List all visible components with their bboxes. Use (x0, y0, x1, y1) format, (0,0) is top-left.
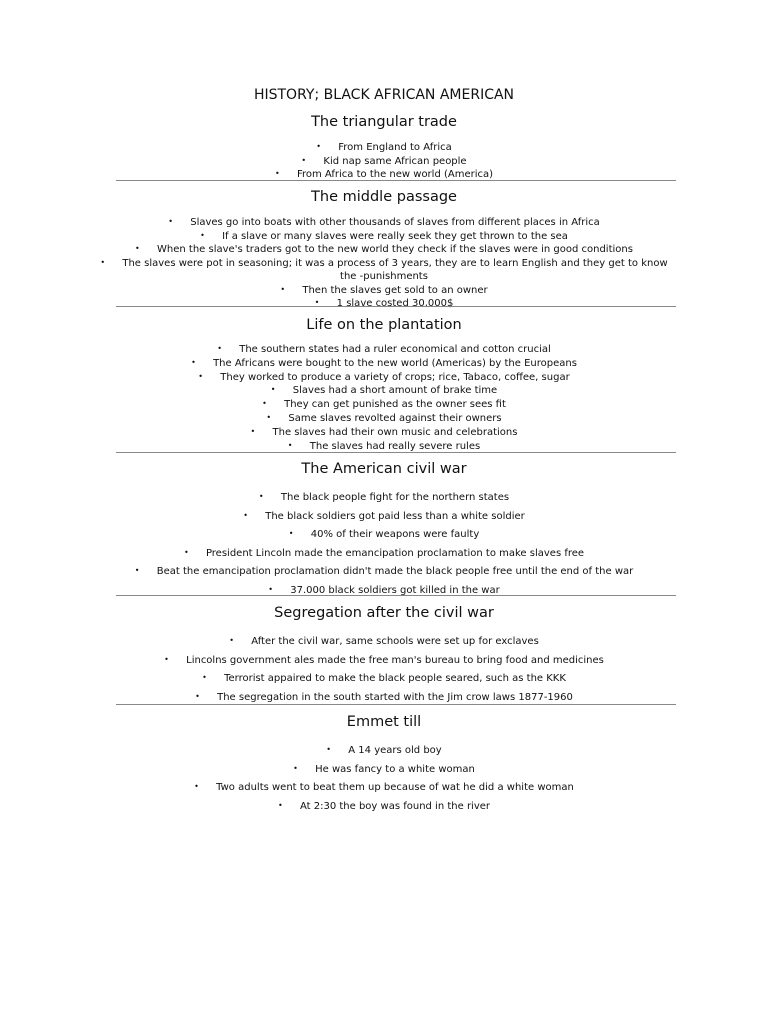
bullet-icon: • (280, 284, 286, 294)
list-item (0, 384, 768, 398)
list-item (0, 357, 768, 371)
bullet-icon: • (314, 298, 320, 308)
list-item-text: They can get punished as the owner sees fit (284, 399, 506, 411)
list-item (0, 525, 768, 544)
list-item-text: Slaves go into boats with other thousands of slaves from different places in Africa (190, 217, 600, 228)
list-item (0, 562, 768, 581)
list-item-text: Terrorist appaired to make the black people seared, such as the KKK (224, 673, 566, 685)
section-divider (116, 595, 676, 596)
bullet-icon: • (198, 371, 204, 381)
bullet-icon: • (301, 155, 307, 165)
bullet-list (0, 141, 768, 182)
list-item-text: He was fancy to a white woman (315, 763, 475, 775)
section-american-civil-war (0, 460, 768, 600)
list-item (0, 243, 768, 257)
list-item-text: From England to Africa (338, 142, 452, 153)
list-item (0, 544, 768, 563)
bullet-icon: • (202, 673, 207, 683)
bullet-icon: • (191, 357, 196, 367)
bullet-icon: • (250, 426, 256, 436)
bullet-icon: • (293, 763, 298, 773)
list-item (0, 760, 768, 779)
list-item-text: Beat the emancipation proclamation didn't made the black people free until the end of the war (156, 566, 634, 578)
section-heading: The American civil war (301, 461, 467, 477)
list-item-text: They worked to produce a variety of crops; rice, Tabaco, coffee, sugar (220, 371, 570, 383)
section-segregation (0, 604, 768, 706)
list-item (0, 797, 768, 816)
bullet-list (0, 632, 768, 706)
list-item (0, 216, 768, 230)
list-item-text: The slaves had their own music and celebrations (272, 426, 518, 438)
list-item (0, 426, 768, 440)
list-item-text: A 14 years old boy (348, 745, 442, 756)
list-item-text: The slaves were pot in seasoning; it was a process of 3 years, they are to learn English and they get to know the -punishments (122, 258, 668, 282)
bullet-list (0, 488, 768, 600)
list-item-text: The segregation in the south started with the Jim crow laws 1877-1960 (217, 691, 573, 703)
list-item-text: 40% of their weapons were faulty (310, 529, 480, 541)
bullet-list (0, 216, 768, 311)
section-heading: Emmet till (346, 714, 422, 730)
list-item-text: The Africans were bought to the new world (Americas) by the Europeans (213, 357, 577, 369)
list-item (0, 412, 768, 426)
section-heading: Life on the plantation (306, 317, 462, 333)
bullet-icon: • (326, 745, 331, 754)
section-heading: The triangular trade (311, 114, 457, 130)
bullet-icon: • (288, 529, 294, 539)
list-item-text: Kid nap same African people (323, 155, 467, 167)
list-item-text: After the civil war, same schools were set up for exclaves (251, 636, 539, 647)
list-item (0, 507, 768, 526)
bullet-icon: • (164, 654, 169, 664)
bullet-icon: • (258, 492, 264, 501)
list-item (0, 488, 768, 507)
list-item (0, 141, 768, 155)
bullet-icon: • (168, 217, 173, 226)
page-title: HISTORY; BLACK AFRICAN AMERICAN (253, 87, 515, 103)
bullet-icon: • (217, 344, 222, 353)
bullet-list (0, 741, 768, 815)
bullet-icon: • (287, 440, 293, 450)
bullet-icon: • (266, 412, 272, 422)
list-item-text: The black people fight for the northern states (280, 492, 510, 503)
list-item-text: If a slave or many slaves were really seek they get thrown to the sea (222, 230, 568, 242)
bullet-icon: • (268, 584, 273, 594)
list-item-text: From Africa to the new world (America) (296, 169, 494, 181)
bullet-icon: • (229, 636, 234, 645)
list-item (0, 297, 768, 311)
list-item (0, 230, 768, 244)
list-item (0, 581, 768, 600)
list-item (0, 343, 768, 357)
section-divider (116, 180, 676, 181)
list-item-text: Lincolns government ales made the free man's bureau to bring food and medicines (186, 654, 604, 666)
bullet-icon: • (194, 782, 199, 792)
bullet-icon: • (134, 566, 140, 576)
list-item-text: When the slave's traders got to the new world they check if the slaves were in good conditions (157, 244, 633, 256)
bullet-icon: • (200, 230, 205, 240)
bullet-icon: • (243, 510, 248, 520)
section-triangular-trade (0, 113, 768, 182)
list-item (0, 651, 768, 670)
section-divider (116, 306, 676, 307)
list-item-text: Then the slaves get sold to an owner (302, 284, 488, 296)
bullet-icon: • (277, 800, 283, 810)
section-emmet-till (0, 713, 768, 815)
list-item (0, 669, 768, 688)
list-item (0, 778, 768, 797)
list-item (0, 155, 768, 169)
list-item (0, 284, 768, 298)
section-life-on-plantation (0, 316, 768, 453)
bullet-icon: • (100, 258, 106, 268)
section-divider (116, 704, 676, 705)
list-item (0, 371, 768, 385)
list-item-text: At 2:30 the boy was found in the river (299, 800, 491, 812)
bullet-icon: • (195, 691, 200, 701)
section-middle-passage (0, 188, 768, 311)
list-item (0, 632, 768, 651)
list-item (0, 398, 768, 412)
bullet-icon: • (183, 547, 189, 557)
list-item-text: Same slaves revolted against their owners (288, 412, 502, 424)
list-item-text: 1 slave costed 30,000$ (336, 298, 454, 310)
section-heading: Segregation after the civil war (274, 605, 494, 621)
section-divider (116, 452, 676, 453)
bullet-icon: • (270, 385, 276, 395)
list-item-text: The slaves had really severe rules (309, 440, 481, 452)
list-item-text: Slaves had a short amount of brake time (292, 385, 498, 397)
list-item (99, 257, 669, 283)
section-heading: The middle passage (311, 189, 457, 205)
list-item-text: 37.000 black soldiers got killed in the war (290, 584, 500, 596)
list-item-text: The black soldiers got paid less than a white soldier (265, 510, 525, 522)
bullet-icon: • (135, 244, 140, 254)
list-item-text: Two adults went to beat them up because of wat he did a white woman (216, 782, 574, 794)
list-item (0, 741, 768, 760)
bullet-icon: • (316, 142, 321, 151)
list-item-text: President Lincoln made the emancipation proclamation to make slaves free (205, 547, 585, 559)
bullet-icon: • (274, 169, 280, 179)
bullet-icon: • (262, 399, 267, 409)
bullet-list (0, 343, 768, 453)
list-item-text: The southern states had a ruler economical and cotton crucial (239, 344, 551, 355)
